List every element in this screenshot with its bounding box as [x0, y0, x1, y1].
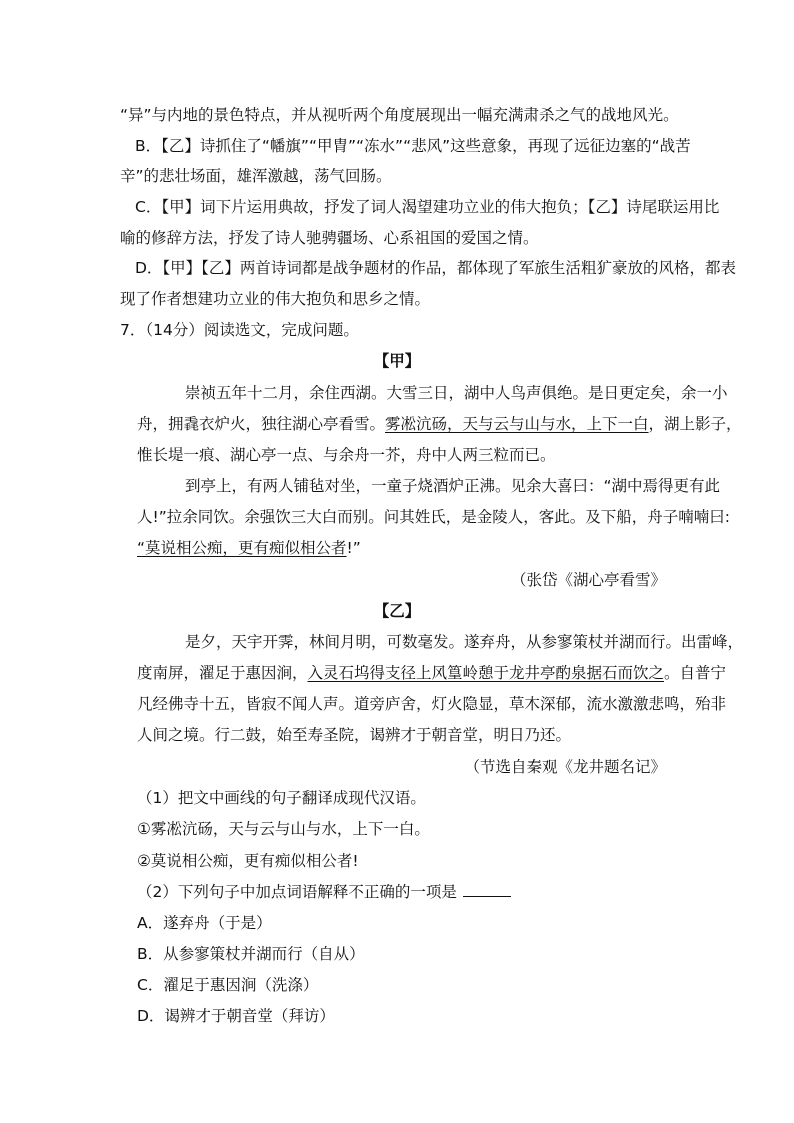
subquestion-1-item-2: ②莫说相公痴，更有痴似相公者!: [137, 852, 359, 870]
passage-yi-line-3: 凡经佛寺十五，皆寂不闻人声。道旁庐舍，灯火隐显，草木深郁，流水激激悲鸣，殆非: [137, 695, 727, 713]
option-c-line-1: C．【甲】词下片运用典故，抒发了词人渴望建功立业的伟大抱负；【乙】诗尾联运用比: [135, 198, 720, 216]
passage-jia-source: （张岱《湖心亭看雪》: [510, 571, 666, 589]
passage-jia-line-2b: ，湖上影子，: [648, 415, 742, 433]
passage-jia-line-4: 到亭上，有两人铺毡对坐，一童子烧酒炉正沸。见余大喜曰：“湖中焉得更有此: [185, 477, 721, 495]
choice-d: D．谒辨才于朝音堂（拜访）: [137, 1007, 335, 1025]
underlined-sentence-1: 雾凇沆砀，天与云与山与水，上下一白: [385, 415, 649, 433]
passage-yi-source: （节选自秦观《龙井题名记》: [464, 758, 666, 776]
option-d-line-1: D．【甲】【乙】两首诗词都是战争题材的作品，都体现了军旅生活粗犷豪放的风格，都表: [135, 259, 736, 277]
passage-jia-line-5: 人!”拉余同饮。余强饮三大白而别。问其姓氏，是金陵人，客此。及下船，舟子喃喃曰:: [137, 508, 730, 526]
passage-jia-line-6b: !”: [346, 539, 361, 557]
choice-c: C．濯足于惠因涧（洗涤）: [137, 976, 319, 994]
passage-yi-line-2b: 。自普宁: [664, 664, 727, 682]
passage-yi-line-2a: 度南屏，濯足于惠因涧，: [137, 664, 308, 682]
question-7-heading: 7．（14分）阅读选文，完成问题。: [120, 321, 359, 339]
subquestion-2: [137, 882, 511, 902]
underlined-sentence-3: 入灵石坞得支径上风篁岭憩于龙井亭酌泉据石而饮之: [307, 664, 665, 682]
option-b-line-1: B．【乙】诗抓住了“幡旗”“甲胄”“冻水”“悲风”这些意象，再现了远征边塞的“战苦: [135, 137, 691, 155]
passage-yi-line-1: 是夕，天宇开霁，林间月明，可数毫发。遂弃舟，从参寥策杖并湖而行。出雷峰，: [185, 633, 744, 651]
passage-yi-title: 【乙】: [373, 602, 421, 620]
answer-blank: [463, 882, 511, 897]
subquestion-2-text: （2）下列句子中加点词语解释不正确的一项是: [137, 883, 457, 901]
option-c-line-2: 喻的修辞方法，抒发了诗人驰骋疆场、心系祖国的爱国之情。: [120, 229, 539, 247]
option-a-continued: “异”与内地的景色特点，并从视听两个角度展现出一幅充满肃杀之气的战地风光。: [120, 106, 679, 124]
passage-jia-line-2: [137, 414, 742, 434]
passage-yi-line-4: 人间之境。行二鼓，始至寿圣院，谒辨才于朝音堂，明日乃还。: [137, 726, 572, 744]
passage-jia-line-6: [137, 538, 361, 558]
option-b-line-2: 辛”的悲壮场面，雄浑激越，荡气回肠。: [120, 167, 392, 185]
subquestion-1-item-1: ①雾凇沆砀，天与云与山与水，上下一白。: [137, 820, 430, 838]
option-d-line-2: 现了作者想建功立业的伟大抱负和思乡之情。: [120, 290, 431, 308]
passage-jia-line-1: 崇祯五年十二月，余住西湖。大雪三日，湖中人鸟声俱绝。是日更定矣，余一小: [185, 384, 728, 402]
choice-b: B．从参寥策杖并湖而行（自从）: [137, 945, 365, 963]
passage-jia-line-2a: 舟，拥毳衣炉火，独往湖心亭看雪。: [137, 415, 386, 433]
underlined-sentence-2: “莫说相公痴，更有痴似相公者: [137, 539, 347, 557]
passage-jia-title: 【甲】: [373, 352, 421, 370]
passage-jia-line-3: 惟长堤一痕、湖心亭一点、与余舟一芥，舟中人两三粒而已。: [137, 446, 556, 464]
subquestion-1: （1）把文中画线的句子翻译成现代汉语。: [137, 789, 426, 807]
passage-yi-line-2: [137, 663, 726, 683]
choice-a: A．遂弃舟（于是）: [137, 914, 272, 932]
